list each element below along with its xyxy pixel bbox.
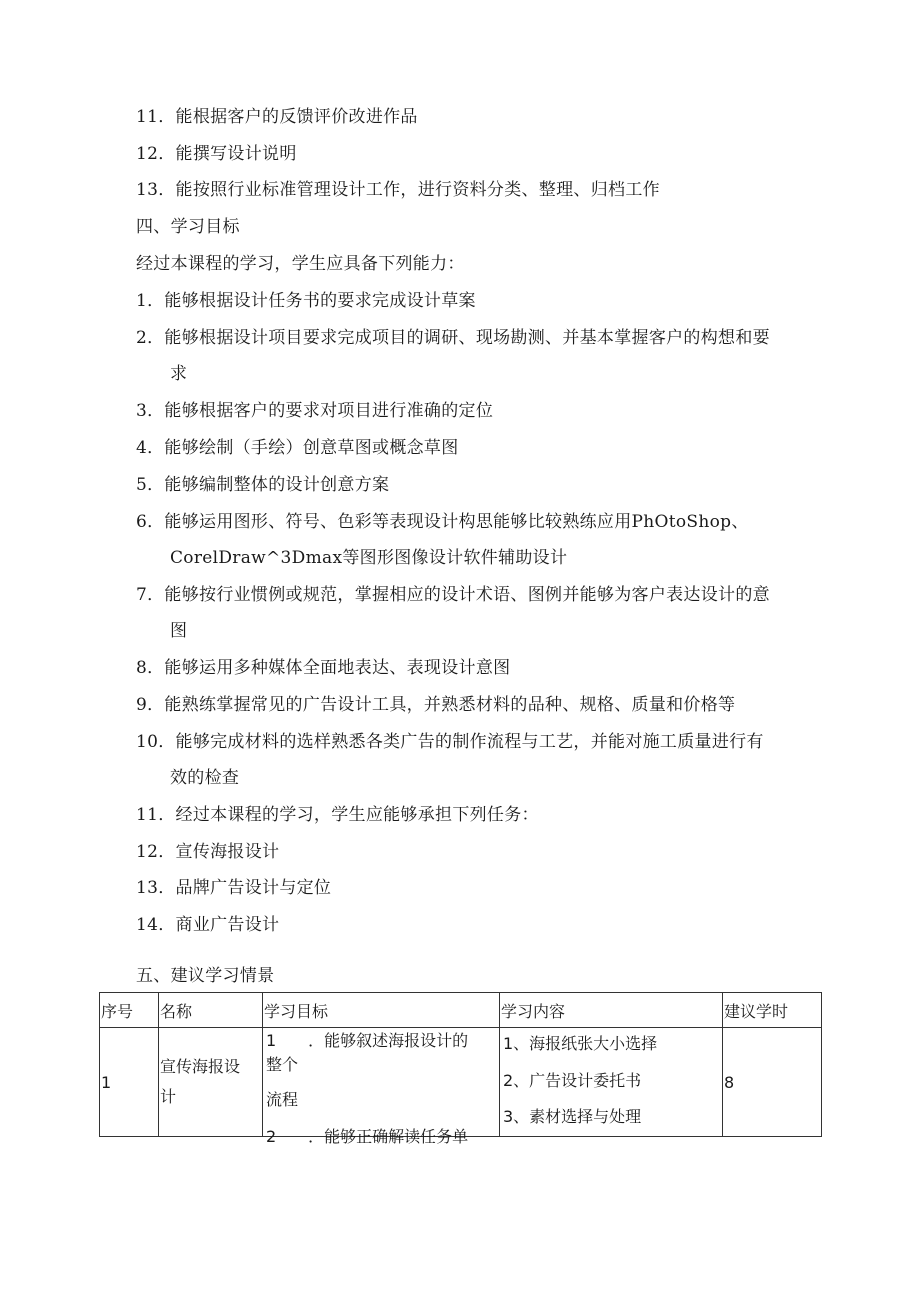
content-item-2: 2、广告设计委托书 xyxy=(503,1071,642,1090)
goal-number: 4 xyxy=(136,438,148,458)
goal-7-continuation: 图 xyxy=(170,621,188,641)
goal-number: 7 xyxy=(136,585,148,605)
goal-number: 5 xyxy=(136,475,148,495)
name-line-2: 计 xyxy=(160,1087,177,1106)
goal-number: 3 xyxy=(136,401,148,421)
section-intro: 经过本课程的学习，学生应具备下列能力： xyxy=(136,254,465,274)
goal-6 xyxy=(136,511,749,533)
cell-name xyxy=(159,1028,263,1137)
goal-number: 2 xyxy=(136,328,148,348)
table-row xyxy=(100,1028,822,1137)
goal-7 xyxy=(136,584,770,606)
header-name: 名称 xyxy=(159,993,263,1028)
header-index: 序号 xyxy=(100,993,159,1028)
goal-number: 1 xyxy=(136,291,148,311)
cell-goal xyxy=(263,1028,500,1146)
goal-1 xyxy=(136,290,476,312)
goal-2 xyxy=(136,327,770,349)
goal-text: ．能够根据设计任务书的要求完成设计草案 xyxy=(147,291,476,311)
goal-text: ．宣传海报设计 xyxy=(158,842,280,862)
learning-scenario-table xyxy=(99,992,822,1146)
cell-hours: 8 xyxy=(723,1028,822,1137)
content-item-3: 3、素材选择与处理 xyxy=(503,1107,642,1126)
content-item-1: 1、海报纸张大小选择 xyxy=(503,1034,658,1053)
goal-10-continuation: 效的检查 xyxy=(170,768,240,788)
goal-text: ．能够运用多种媒体全面地表达、表现设计意图 xyxy=(147,658,511,678)
goal-cell-clip xyxy=(264,1028,498,1146)
goal-text: ．能够编制整体的设计创意方案 xyxy=(147,475,390,495)
goal-14 xyxy=(136,914,279,936)
cell-content xyxy=(500,1028,723,1137)
goal-text: ．能熟练掌握常见的广告设计工具，并熟悉材料的品种、规格、质量和价格等 xyxy=(147,695,736,715)
header-hours: 建议学时 xyxy=(723,993,822,1028)
goal-text: ．能够按行业惯例或规范，掌握相应的设计术语、图例并能够为客户表达设计的意 xyxy=(147,585,770,605)
goal-10 xyxy=(136,731,764,753)
table-header-row xyxy=(100,993,822,1028)
goal-number: 11 xyxy=(136,805,159,825)
item-11: 11．能根据客户的反馈评价改进作品 xyxy=(136,107,418,127)
goal-number: 9 xyxy=(136,695,148,715)
goal-5 xyxy=(136,474,389,496)
goal-cell-line-4: 2 ．能够正确解读任务单 xyxy=(266,1127,469,1146)
item-13: 13．能按照行业标准管理设计工作，进行资料分类、整理、归档工作 xyxy=(136,180,660,200)
goal-11 xyxy=(136,804,539,826)
name-line-1: 宣传海报设 xyxy=(160,1057,241,1076)
goal-13 xyxy=(136,877,331,899)
goal-text: ．能够根据设计项目要求完成项目的调研、现场勘测、并基本掌握客户的构想和要 xyxy=(147,328,770,348)
goal-9 xyxy=(136,694,735,716)
goal-4 xyxy=(136,437,459,459)
goal-text: ．能够绘制（手绘）创意草图或概念草图 xyxy=(147,438,459,458)
goal-6-continuation: CorelDraw^3Dmax等图形图像设计软件辅助设计 xyxy=(170,548,568,568)
header-content: 学习内容 xyxy=(500,993,723,1028)
header-goal: 学习目标 xyxy=(263,993,500,1028)
goal-cell-line-3: 流程 xyxy=(266,1090,299,1109)
goal-2-continuation: 求 xyxy=(170,364,188,384)
goal-number: 10 xyxy=(136,732,159,752)
goal-8 xyxy=(136,657,510,679)
goal-text: ．能够根据客户的要求对项目进行准确的定位 xyxy=(147,401,494,421)
goal-text: ．能够完成材料的选样熟悉各类广告的制作流程与工艺，并能对施工质量进行有 xyxy=(158,732,764,752)
goal-text: ．能够运用图形、符号、色彩等表现设计构思能够比较熟练应用PhOtoShop、 xyxy=(147,512,749,532)
goal-text: ．经过本课程的学习，学生应能够承担下列任务： xyxy=(158,805,539,825)
goal-cell-line-2: 整个 xyxy=(266,1055,299,1074)
goal-number: 14 xyxy=(136,915,159,935)
cell-index: 1 xyxy=(100,1028,159,1137)
goal-text: ．品牌广告设计与定位 xyxy=(158,878,332,898)
section-heading-5: 五、建议学习情景 xyxy=(136,966,275,986)
goal-text: ．商业广告设计 xyxy=(158,915,280,935)
goal-12 xyxy=(136,841,279,863)
goal-number: 8 xyxy=(136,658,148,678)
goal-cell-line-1: 1 ．能够叙述海报设计的 xyxy=(266,1031,469,1050)
item-12: 12．能撰写设计说明 xyxy=(136,144,297,164)
goal-3 xyxy=(136,400,493,422)
goal-number: 13 xyxy=(136,878,159,898)
content-cell-clip xyxy=(501,1028,721,1136)
goal-number: 6 xyxy=(136,512,148,532)
section-heading-4: 四、学习目标 xyxy=(136,217,240,237)
goal-number: 12 xyxy=(136,842,159,862)
